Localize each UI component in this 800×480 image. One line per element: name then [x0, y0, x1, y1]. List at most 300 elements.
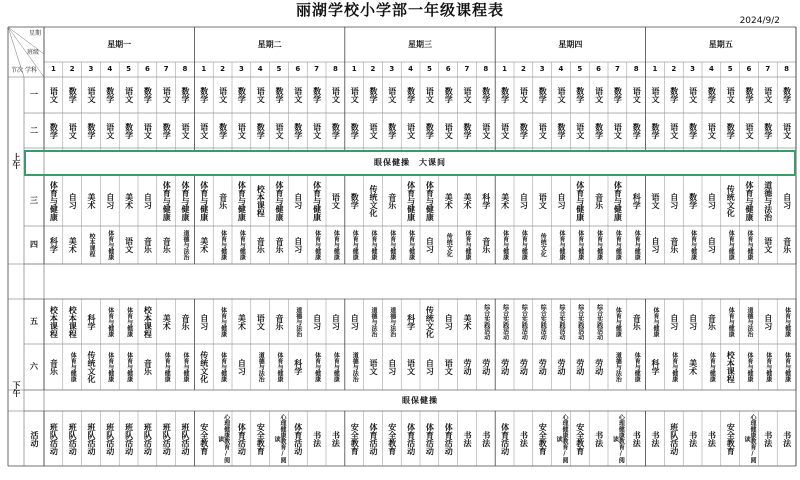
page-date: 2024/9/2	[739, 16, 780, 26]
class-cell: 安全教育	[726, 422, 736, 455]
class-cell: 道德与法治	[388, 306, 396, 337]
class-cell: 体育与健康	[614, 230, 622, 260]
class-cell: 音乐	[632, 313, 642, 330]
class-number-header: 7	[464, 65, 470, 73]
class-cell: 体育活动	[293, 422, 303, 455]
class-number-header: 8	[784, 65, 790, 73]
class-cell: 书法	[782, 430, 792, 447]
class-cell: 体育与健康	[162, 181, 172, 221]
class-cell: 美术	[463, 193, 472, 209]
class-cell: 体育与健康	[746, 352, 753, 382]
class-cell: 自习	[707, 237, 717, 253]
class-cell: 体育活动	[444, 422, 454, 455]
class-number-header: 1	[351, 65, 357, 73]
class-cell: 体育与健康	[125, 352, 133, 382]
class-cell: 综合实践活动	[539, 303, 547, 340]
class-cell: 音乐	[143, 237, 153, 253]
class-cell: 数学	[613, 87, 623, 103]
class-cell: 科学	[406, 313, 416, 330]
class-cell: 体育与健康	[370, 230, 377, 260]
class-cell: 自习	[387, 359, 397, 375]
class-number-header: 2	[69, 65, 75, 73]
class-cell: 数学	[350, 193, 360, 209]
class-cell: 体育与健康	[727, 230, 735, 260]
class-cell: 数学	[782, 87, 792, 103]
class-cell: 体育与健康	[595, 230, 603, 260]
class-cell: 数学	[387, 122, 397, 139]
class-cell: 书法	[632, 430, 642, 447]
class-cell: 班队活动	[105, 422, 115, 455]
class-cell: 语文	[331, 87, 341, 103]
class-cell: 道德与法治	[614, 352, 622, 382]
class-cell: 自习	[688, 313, 698, 330]
class-cell: 体育与健康	[708, 352, 716, 382]
class-cell: 劳动	[519, 359, 529, 375]
class-cell: 安全教育	[538, 422, 548, 455]
class-cell: 安全教育	[387, 422, 397, 455]
class-cell: 数学	[632, 122, 642, 139]
class-number-header: 3	[389, 65, 395, 73]
class-cell: 体育与健康	[351, 230, 359, 260]
class-cell: 体育与健康	[219, 352, 227, 382]
class-cell: 数学	[557, 122, 566, 139]
class-cell: 体育与健康	[199, 181, 209, 221]
class-number-header: 1	[652, 65, 658, 73]
class-cell: 美术	[500, 193, 510, 209]
period-label: 四	[30, 240, 38, 249]
class-cell: 语文	[594, 87, 604, 103]
class-cell: 语文	[632, 87, 642, 103]
class-cell: 综合实践活动	[482, 303, 490, 340]
class-cell: 道德与法治	[746, 306, 753, 337]
class-cell: 校本课程	[726, 351, 736, 383]
class-cell: 数学	[369, 87, 378, 103]
class-cell: 体育与健康	[238, 230, 246, 260]
class-cell: 校本课程	[143, 305, 153, 338]
class-cell: 体育与健康	[464, 230, 471, 260]
class-cell: 语文	[124, 237, 134, 253]
class-cell: 数学	[293, 122, 303, 139]
class-cell: 音乐	[49, 359, 59, 375]
class-cell: 安全教育	[199, 422, 209, 455]
class-cell: 自习	[444, 313, 454, 330]
class-cell: 语文	[275, 122, 284, 139]
class-cell: 音乐	[594, 193, 604, 209]
class-cell: 语文	[782, 122, 792, 139]
class-cell: 体育与健康	[746, 230, 753, 260]
class-cell: 体育与健康	[49, 181, 59, 221]
class-cell: 语文	[500, 122, 510, 139]
class-cell: 传统文化	[445, 233, 453, 257]
class-cell: 体育与健康	[312, 181, 322, 221]
class-cell: 综合实践活动	[520, 303, 528, 340]
class-cell: 数学	[331, 122, 341, 139]
class-number-header: 8	[182, 65, 188, 73]
class-cell: 语文	[369, 122, 378, 139]
class-cell: 自习	[350, 313, 360, 330]
class-cell: 语文	[331, 193, 341, 209]
morning-label: 上午	[12, 153, 21, 169]
class-cell: 数学	[256, 122, 266, 139]
class-cell: 数学	[406, 87, 416, 103]
class-cell: 科学	[481, 193, 491, 209]
class-cell: 科学	[49, 237, 59, 253]
class-number-header: 2	[220, 65, 226, 73]
class-number-header: 6	[295, 65, 301, 73]
class-cell: 数学	[669, 87, 679, 103]
class-cell: 语文	[105, 122, 115, 139]
class-cell: 语文	[651, 87, 660, 103]
period-label: 三	[30, 196, 38, 205]
class-cell: 体育与健康	[727, 306, 735, 337]
class-cell: 体育与健康	[652, 306, 659, 337]
class-number-header: 3	[690, 65, 696, 73]
class-cell: 书法	[594, 430, 604, 447]
class-cell: 书法	[331, 430, 341, 447]
class-cell: 体育活动	[406, 422, 416, 455]
class-cell: 数学	[218, 122, 228, 139]
class-cell: 安全教育	[575, 422, 585, 455]
corner-class-label: 班级	[26, 48, 39, 56]
class-cell: 数学	[538, 87, 548, 103]
class-number-header: 2	[671, 65, 677, 73]
class-cell: 美术	[463, 313, 472, 330]
class-cell: 体育与健康	[407, 230, 415, 260]
class-cell: 语文	[406, 122, 416, 139]
class-cell: 数学	[105, 87, 115, 103]
class-cell: 体育与健康	[275, 181, 284, 221]
class-cell: 传统文化	[369, 185, 378, 217]
class-cell: 书法	[481, 430, 491, 447]
class-cell: 书法	[519, 430, 529, 447]
period-label: 二	[30, 125, 38, 135]
class-cell: 班队活动	[143, 422, 153, 455]
class-cell: 道德与法治	[351, 352, 359, 382]
class-cell: 音乐	[275, 313, 284, 330]
class-cell: 音乐	[162, 237, 172, 253]
class-cell: 语文	[387, 87, 397, 103]
class-cell: 语文	[350, 87, 360, 103]
class-cell: 心理健康教育/阅读	[555, 414, 568, 463]
class-cell: 语文	[256, 313, 266, 330]
class-cell: 语文	[444, 359, 454, 375]
class-cell: 音乐	[181, 313, 190, 330]
class-cell: 心理健康教育/阅读	[273, 414, 286, 463]
class-cell: 道德与法治	[257, 352, 265, 382]
class-cell: 心理健康教育/阅读	[611, 414, 625, 463]
class-cell: 自习	[707, 193, 717, 209]
class-cell: 语文	[519, 87, 529, 103]
class-cell: 心理健康教育/阅读	[743, 414, 756, 463]
class-cell: 自习	[669, 313, 679, 330]
class-number-header: 5	[727, 65, 733, 73]
class-cell: 语文	[651, 193, 660, 209]
class-cell: 美术	[237, 313, 247, 330]
class-cell: 科学	[632, 193, 642, 209]
class-cell: 数学	[745, 87, 754, 103]
class-cell: 自习	[425, 237, 435, 253]
class-number-header: 5	[126, 65, 132, 73]
class-cell: 音乐	[256, 237, 266, 253]
class-cell: 音乐	[481, 237, 491, 253]
class-cell: 语文	[68, 122, 78, 139]
class-cell: 劳动	[557, 359, 566, 375]
class-cell: 自习	[143, 193, 153, 209]
class-cell: 劳动	[481, 359, 491, 375]
class-cell: 体育与健康	[163, 352, 171, 382]
class-cell: 数学	[124, 122, 134, 139]
class-cell: 体育与健康	[613, 181, 623, 221]
class-cell: 语文	[707, 122, 717, 139]
class-cell: 语文	[745, 122, 754, 139]
class-cell: 语文	[688, 87, 698, 103]
class-number-header: 5	[276, 65, 282, 73]
class-cell: 班队活动	[87, 422, 96, 455]
class-cell: 传统文化	[539, 233, 547, 257]
class-cell: 语文	[538, 122, 548, 139]
class-cell: 美术	[68, 237, 78, 253]
class-cell: 书法	[651, 430, 660, 447]
class-cell: 体育与健康	[106, 352, 114, 382]
class-cell: 传统文化	[726, 185, 736, 217]
class-cell: 语文	[575, 122, 585, 139]
class-cell: 自习	[669, 193, 679, 209]
class-cell: 科学	[651, 359, 660, 375]
class-number-header: 8	[332, 65, 338, 73]
period-label: 六	[30, 362, 38, 371]
class-cell: 安全教育	[350, 422, 360, 455]
class-cell: 综合实践活动	[501, 303, 509, 340]
class-cell: 心理健康教育/阅读	[216, 414, 230, 463]
class-cell: 体育与健康	[783, 306, 791, 337]
class-cell: 数学	[763, 122, 773, 139]
class-cell: 语文	[124, 87, 134, 103]
class-cell: 语文	[143, 122, 153, 139]
class-cell: 音乐	[707, 313, 717, 330]
class-cell: 体育与健康	[764, 352, 772, 382]
class-cell: 自习	[293, 237, 303, 253]
class-number-header: 8	[633, 65, 639, 73]
class-cell: 书法	[707, 430, 717, 447]
class-cell: 数学	[444, 87, 454, 103]
class-cell: 自习	[651, 237, 660, 253]
class-cell: 数学	[143, 87, 153, 103]
class-cell: 班队活动	[68, 422, 78, 455]
class-cell: 语文	[312, 122, 322, 139]
class-number-header: 4	[107, 65, 113, 73]
morning-break-band: 眼保健操 大课间	[374, 158, 446, 167]
class-cell: 体育与健康	[558, 230, 565, 260]
class-cell: 校本课程	[68, 305, 78, 338]
class-cell: 科学	[87, 313, 96, 330]
class-number-header: 5	[577, 65, 583, 73]
class-cell: 劳动	[538, 359, 548, 375]
afternoon-break-band: 眼保健操	[402, 395, 438, 405]
class-cell: 劳动	[500, 359, 510, 375]
class-cell: 体育与健康	[106, 230, 114, 260]
class-cell: 体育与健康	[406, 181, 416, 221]
class-cell: 体育与健康	[388, 230, 396, 260]
class-number-header: 1	[50, 65, 56, 73]
class-cell: 语文	[218, 87, 228, 103]
class-cell: 体育与健康	[576, 230, 584, 260]
class-cell: 体育与健康	[332, 230, 340, 260]
afternoon-label: 下午	[12, 381, 21, 397]
class-cell: 语文	[256, 87, 266, 103]
class-cell: 体育与健康	[520, 230, 528, 260]
class-cell: 数学	[181, 87, 190, 103]
class-cell: 体育与健康	[181, 181, 190, 221]
class-cell: 班队活动	[162, 422, 172, 455]
page-title: 丽湖学校小学部一年级课程表	[295, 1, 504, 19]
class-cell: 自习	[237, 359, 247, 375]
class-number-header: 7	[765, 65, 771, 73]
day-header: 星期二	[257, 39, 282, 49]
class-cell: 语文	[726, 87, 736, 103]
period-label: 活动	[30, 430, 39, 447]
class-cell: 体育与健康	[125, 306, 133, 337]
day-header: 星期五	[708, 39, 733, 49]
class-cell: 语文	[463, 87, 472, 103]
class-cell: 语文	[613, 122, 623, 139]
class-cell: 自习	[199, 313, 209, 330]
class-cell: 数学	[87, 122, 96, 139]
class-cell: 班队活动	[49, 422, 59, 455]
class-cell: 自习	[293, 193, 303, 209]
class-cell: 体育与健康	[106, 306, 114, 337]
class-cell: 数学	[519, 122, 529, 139]
class-cell: 语文	[199, 122, 209, 139]
class-cell: 体育活动	[237, 422, 247, 455]
class-cell: 数学	[575, 87, 585, 103]
class-cell: 体育活动	[500, 422, 510, 455]
class-cell: 安全教育	[256, 422, 266, 455]
class-cell: 数学	[726, 122, 736, 139]
class-cell: 体育与健康	[501, 230, 509, 260]
class-number-header: 2	[370, 65, 376, 73]
class-cell: 语文	[444, 122, 454, 139]
class-cell: 数学	[707, 87, 717, 103]
class-cell: 语文	[406, 359, 416, 375]
class-cell: 语文	[425, 87, 435, 103]
class-cell: 数学	[162, 122, 172, 139]
class-number-header: 3	[238, 65, 244, 73]
class-cell: 语文	[162, 87, 172, 103]
class-cell: 数学	[425, 122, 435, 139]
class-cell: 数学	[651, 122, 660, 139]
class-cell: 自习	[331, 313, 341, 330]
class-cell: 道德与法治	[294, 306, 302, 337]
class-cell: 美术	[87, 193, 96, 209]
day-header: 星期一	[107, 39, 132, 49]
class-cell: 数学	[688, 122, 698, 139]
class-cell: 音乐	[143, 359, 153, 375]
class-cell: 自习	[763, 313, 773, 330]
class-cell: 传统文化	[199, 351, 209, 383]
class-cell: 语文	[481, 122, 491, 139]
class-number-header: 1	[502, 65, 508, 73]
class-number-header: 4	[558, 65, 564, 73]
class-cell: 数学	[594, 122, 604, 139]
class-cell: 体育与健康	[219, 230, 227, 260]
class-number-header: 4	[257, 65, 263, 73]
class-cell: 自习	[519, 193, 529, 209]
class-cell: 语文	[538, 193, 548, 209]
class-cell: 体育与健康	[219, 306, 227, 337]
day-header: 星期三	[407, 39, 432, 49]
class-cell: 道德与法治	[182, 230, 189, 260]
class-cell: 自习	[312, 313, 322, 330]
class-cell: 体育与健康	[783, 352, 791, 382]
class-cell: 道德与法治	[370, 306, 377, 337]
class-cell: 音乐	[782, 237, 792, 253]
class-number-header: 7	[614, 65, 620, 73]
class-cell: 传统文化	[425, 305, 435, 338]
class-number-header: 7	[314, 65, 320, 73]
class-number-header: 7	[163, 65, 169, 73]
class-number-header: 3	[88, 65, 94, 73]
class-number-header: 4	[708, 65, 714, 73]
class-cell: 科学	[293, 359, 303, 375]
class-cell: 语文	[669, 122, 679, 139]
day-header: 星期四	[558, 39, 583, 49]
corner-weekday-label: 星期	[28, 29, 41, 37]
class-cell: 班队活动	[669, 422, 679, 455]
class-cell: 书法	[688, 430, 698, 447]
class-number-header: 8	[483, 65, 489, 73]
class-cell: 数学	[275, 87, 284, 103]
class-number-header: 4	[408, 65, 414, 73]
class-cell: 体育与健康	[575, 181, 585, 221]
class-cell: 体育与健康	[670, 352, 678, 382]
class-cell: 综合实践活动	[576, 303, 584, 340]
class-number-header: 3	[539, 65, 545, 73]
class-number-header: 2	[520, 65, 526, 73]
class-cell: 体育与健康	[614, 306, 622, 337]
class-cell: 音乐	[218, 193, 228, 209]
class-cell: 体育与健康	[689, 230, 697, 260]
class-cell: 数学	[237, 87, 247, 103]
class-cell: 综合实践活动	[595, 303, 603, 340]
class-number-header: 1	[201, 65, 207, 73]
class-cell: 体育与健康	[313, 352, 321, 382]
class-cell: 体育与健康	[182, 352, 189, 382]
class-cell: 数学	[68, 87, 78, 103]
class-cell: 数学	[49, 122, 59, 139]
class-cell: 音乐	[275, 237, 284, 253]
class-cell: 体育与健康	[332, 352, 340, 382]
class-cell: 体育与健康	[745, 181, 754, 221]
class-cell: 体育与健康	[69, 352, 77, 382]
class-cell: 美术	[124, 193, 134, 209]
class-cell: 数学	[688, 193, 698, 209]
class-cell: 校本课程	[88, 233, 95, 257]
class-cell: 语文	[87, 87, 96, 103]
class-number-header: 6	[445, 65, 451, 73]
class-cell: 音乐	[387, 193, 397, 209]
class-number-header: 6	[596, 65, 602, 73]
class-cell: 语文	[557, 87, 566, 103]
class-cell: 综合实践活动	[558, 303, 565, 340]
class-cell: 体育与健康	[633, 352, 641, 382]
class-cell: 校本课程	[49, 305, 59, 338]
class-cell: 书法	[463, 430, 472, 447]
class-number-header: 6	[144, 65, 150, 73]
class-cell: 语文	[763, 87, 773, 103]
class-cell: 传统文化	[87, 351, 96, 383]
class-cell: 自习	[105, 193, 115, 209]
class-cell: 语文	[369, 359, 378, 375]
